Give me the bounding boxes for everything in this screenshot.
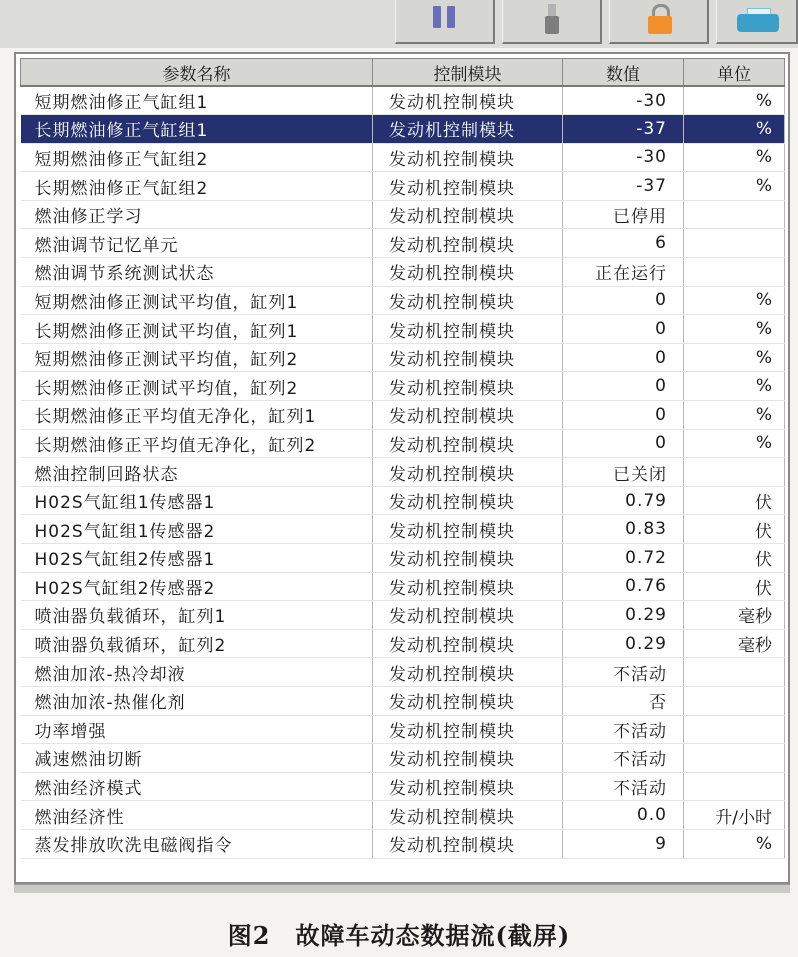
value-cell: 0 (563, 343, 684, 372)
horizontal-scrollbar[interactable] (14, 884, 790, 893)
control-module-cell: 发动机控制模块 (373, 629, 563, 658)
value-cell: 0.72 (563, 544, 684, 573)
control-module-cell: 发动机控制模块 (373, 544, 563, 573)
parameter-name-cell: 长期燃油修正气缸组1 (21, 115, 373, 144)
value-cell: -37 (563, 115, 684, 144)
unit-cell: 升/小时 (684, 801, 785, 830)
control-module-cell: 发动机控制模块 (373, 229, 563, 258)
control-module-cell: 发动机控制模块 (373, 258, 563, 287)
table-row[interactable] (21, 143, 785, 172)
control-module-cell: 发动机控制模块 (373, 829, 563, 858)
value-cell: 0 (563, 429, 684, 458)
value-cell: 不活动 (563, 715, 684, 744)
value-cell: 0 (563, 372, 684, 401)
unit-cell: % (684, 315, 785, 344)
header-value[interactable]: 数值 (563, 59, 684, 87)
table-row[interactable] (21, 200, 785, 229)
unit-cell: % (684, 115, 785, 144)
unit-cell (684, 744, 785, 773)
usb-icon (543, 4, 561, 34)
control-module-cell: 发动机控制模块 (373, 343, 563, 372)
parameter-name-cell: 短期燃油修正测试平均值，缸列2 (21, 343, 373, 372)
control-module-cell: 发动机控制模块 (373, 172, 563, 201)
table-row[interactable] (21, 372, 785, 401)
control-module-cell: 发动机控制模块 (373, 115, 563, 144)
unit-cell: 伏 (684, 515, 785, 544)
table-header-row (21, 59, 785, 87)
table-row[interactable] (21, 629, 785, 658)
header-parameter-name[interactable]: 参数名称 (21, 59, 373, 87)
table-row[interactable] (21, 401, 785, 430)
table-row[interactable] (21, 486, 785, 515)
unit-cell (684, 458, 785, 487)
table-row[interactable] (21, 744, 785, 773)
unit-cell: % (684, 86, 785, 115)
parameter-name-cell: 长期燃油修正平均值无净化，缸列2 (21, 429, 373, 458)
value-cell: -30 (563, 143, 684, 172)
parameter-name-cell: 燃油修正学习 (21, 200, 373, 229)
unit-cell (684, 258, 785, 287)
unit-cell (684, 658, 785, 687)
value-cell: 0.76 (563, 572, 684, 601)
parameter-name-cell: 长期燃油修正平均值无净化，缸列1 (21, 401, 373, 430)
table-row[interactable] (21, 601, 785, 630)
control-module-cell: 发动机控制模块 (373, 315, 563, 344)
parameter-name-cell: 喷油器负载循环，缸列1 (21, 601, 373, 630)
control-module-cell: 发动机控制模块 (373, 143, 563, 172)
control-module-cell: 发动机控制模块 (373, 515, 563, 544)
parameter-name-cell: 燃油经济性 (21, 801, 373, 830)
table-row[interactable] (21, 715, 785, 744)
table-row[interactable] (21, 458, 785, 487)
value-cell: 0.0 (563, 801, 684, 830)
control-module-cell: 发动机控制模块 (373, 458, 563, 487)
control-module-cell: 发动机控制模块 (373, 744, 563, 773)
print-button[interactable] (716, 0, 798, 44)
unit-cell (684, 686, 785, 715)
figure-caption: 图2 故障车动态数据流(截屏) (227, 921, 571, 950)
unit-cell: 毫秒 (684, 629, 785, 658)
table-row[interactable] (21, 801, 785, 830)
unit-cell: % (684, 286, 785, 315)
pause-button[interactable] (395, 0, 495, 44)
unit-cell: 伏 (684, 486, 785, 515)
header-control-module[interactable]: 控制模块 (373, 59, 563, 87)
value-cell: 已关闭 (563, 458, 684, 487)
control-module-cell: 发动机控制模块 (373, 286, 563, 315)
print-icon (737, 8, 779, 32)
value-cell: 0 (563, 286, 684, 315)
table-row[interactable] (21, 343, 785, 372)
value-cell: 正在运行 (563, 258, 684, 287)
unit-cell: % (684, 343, 785, 372)
control-module-cell: 发动机控制模块 (373, 658, 563, 687)
parameter-name-cell: 燃油调节系统测试状态 (21, 258, 373, 287)
value-cell: 否 (563, 686, 684, 715)
value-cell: 9 (563, 829, 684, 858)
parameter-name-cell: 长期燃油修正气缸组2 (21, 172, 373, 201)
unit-cell: 伏 (684, 544, 785, 573)
value-cell: 0 (563, 315, 684, 344)
table-row[interactable] (21, 86, 785, 115)
table-row[interactable] (21, 829, 785, 858)
table-row[interactable] (21, 229, 785, 258)
parameter-name-cell: H02S气缸组2传感器2 (21, 572, 373, 601)
value-cell: 6 (563, 229, 684, 258)
usb-button[interactable] (502, 0, 602, 44)
parameter-name-cell: 喷油器负载循环，缸列2 (21, 629, 373, 658)
control-module-cell: 发动机控制模块 (373, 401, 563, 430)
table-row[interactable] (21, 315, 785, 344)
parameter-name-cell: 减速燃油切断 (21, 744, 373, 773)
table-row[interactable] (21, 286, 785, 315)
control-module-cell: 发动机控制模块 (373, 572, 563, 601)
table-row[interactable] (21, 572, 785, 601)
parameter-name-cell: 长期燃油修正测试平均值，缸列2 (21, 372, 373, 401)
parameter-name-cell: 燃油调节记忆单元 (21, 229, 373, 258)
control-module-cell: 发动机控制模块 (373, 200, 563, 229)
unit-cell: % (684, 143, 785, 172)
unit-cell: % (684, 372, 785, 401)
unit-cell: % (684, 172, 785, 201)
table-row[interactable] (21, 515, 785, 544)
control-module-cell: 发动机控制模块 (373, 372, 563, 401)
control-module-cell: 发动机控制模块 (373, 801, 563, 830)
unit-cell (684, 715, 785, 744)
table-row[interactable] (21, 429, 785, 458)
parameter-name-cell: 燃油加浓-热催化剂 (21, 686, 373, 715)
control-module-cell: 发动机控制模块 (373, 86, 563, 115)
parameter-name-cell: H02S气缸组1传感器2 (21, 515, 373, 544)
value-cell: 不活动 (563, 772, 684, 801)
unit-cell (684, 772, 785, 801)
value-cell: 0.79 (563, 486, 684, 515)
parameter-name-cell: 功率增强 (21, 715, 373, 744)
table-row[interactable] (21, 258, 785, 287)
value-cell: 0.29 (563, 629, 684, 658)
control-module-cell: 发动机控制模块 (373, 715, 563, 744)
value-cell: 不活动 (563, 744, 684, 773)
data-list-frame (14, 52, 790, 884)
table-row[interactable] (21, 172, 785, 201)
pause-icon (433, 6, 457, 28)
data-stream-table (20, 58, 785, 859)
toolbar (0, 0, 798, 48)
control-module-cell: 发动机控制模块 (373, 486, 563, 515)
lock-icon (648, 4, 672, 34)
unit-cell: 伏 (684, 572, 785, 601)
parameter-name-cell: 短期燃油修正气缸组1 (21, 86, 373, 115)
value-cell: -37 (563, 172, 684, 201)
unit-cell: 毫秒 (684, 601, 785, 630)
unit-cell (684, 229, 785, 258)
value-cell: 不活动 (563, 658, 684, 687)
table-row[interactable] (21, 772, 785, 801)
value-cell: 0 (563, 401, 684, 430)
value-cell: 0.83 (563, 515, 684, 544)
parameter-name-cell: 蒸发排放吹洗电磁阀指令 (21, 829, 373, 858)
control-module-cell: 发动机控制模块 (373, 601, 563, 630)
table-row[interactable] (21, 658, 785, 687)
control-module-cell: 发动机控制模块 (373, 686, 563, 715)
parameter-name-cell: 燃油经济模式 (21, 772, 373, 801)
control-module-cell: 发动机控制模块 (373, 429, 563, 458)
table-row[interactable] (21, 115, 785, 144)
value-cell: -30 (563, 86, 684, 115)
table-row[interactable] (21, 686, 785, 715)
table-row[interactable] (21, 544, 785, 573)
unit-cell: % (684, 829, 785, 858)
parameter-name-cell: 燃油控制回路状态 (21, 458, 373, 487)
unit-cell (684, 200, 785, 229)
lock-button[interactable] (609, 0, 709, 44)
parameter-name-cell: 短期燃油修正气缸组2 (21, 143, 373, 172)
control-module-cell: 发动机控制模块 (373, 772, 563, 801)
unit-cell: % (684, 401, 785, 430)
parameter-name-cell: 短期燃油修正测试平均值，缸列1 (21, 286, 373, 315)
value-cell: 已停用 (563, 200, 684, 229)
value-cell: 0.29 (563, 601, 684, 630)
parameter-name-cell: H02S气缸组2传感器1 (21, 544, 373, 573)
parameter-name-cell: H02S气缸组1传感器1 (21, 486, 373, 515)
unit-cell: % (684, 429, 785, 458)
parameter-name-cell: 燃油加浓-热冷却液 (21, 658, 373, 687)
parameter-name-cell: 长期燃油修正测试平均值，缸列1 (21, 315, 373, 344)
header-unit[interactable]: 单位 (684, 59, 785, 87)
